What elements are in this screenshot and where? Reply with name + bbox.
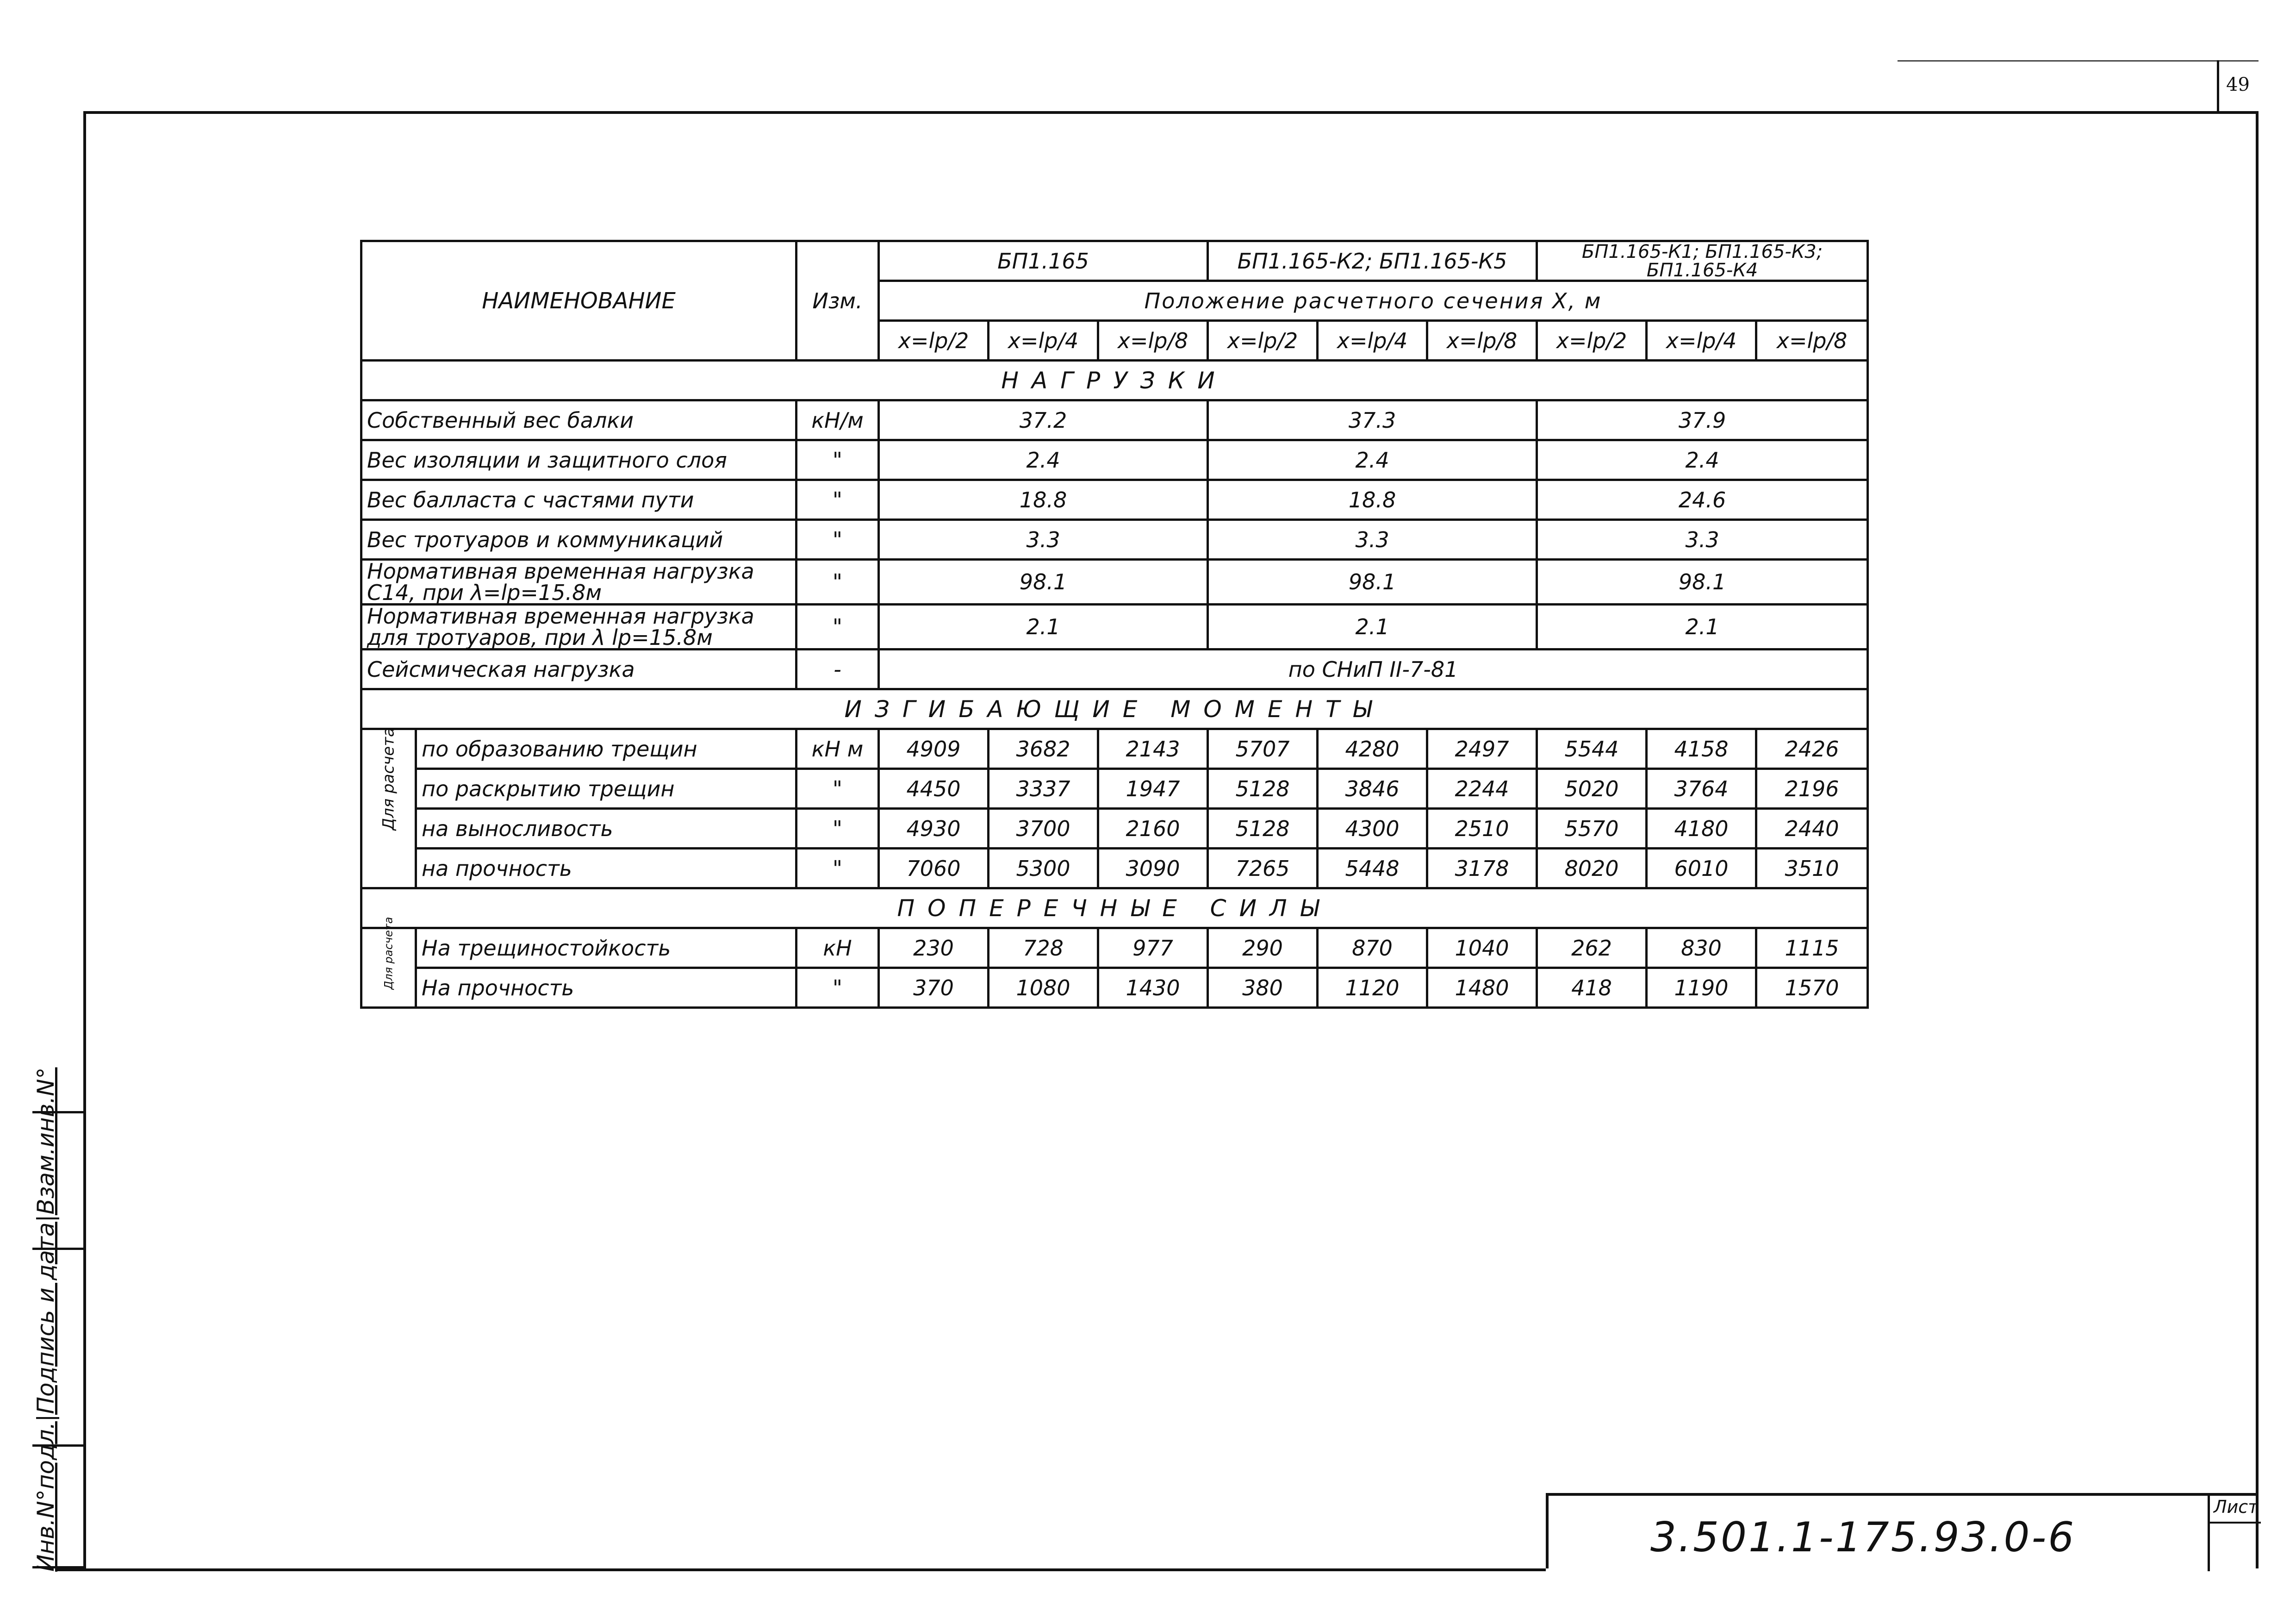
moments-row xyxy=(361,809,1868,849)
load-value: 3.3 xyxy=(1208,520,1537,560)
moments-unit: " xyxy=(796,769,879,809)
shear-value: 1430 xyxy=(1098,968,1208,1008)
title-block xyxy=(1546,1493,2259,1568)
load-row xyxy=(361,605,1868,650)
side-stamp-text: Инв.N°подл.|Подпись и дата|Взам.инв.N° xyxy=(32,1067,59,1572)
shear-value: 1115 xyxy=(1756,928,1868,968)
moments-value: 3178 xyxy=(1427,849,1537,888)
load-name: Нормативная временная нагрузка С14, при λ=lp=15.8м xyxy=(361,560,796,605)
seismic-row xyxy=(361,650,1868,689)
moments-title: ИЗГИБАЮЩИЕ МОМЕНТЫ xyxy=(361,689,1868,729)
shear-value: 290 xyxy=(1208,928,1318,968)
moments-value: 2510 xyxy=(1427,809,1537,849)
section-header-9: x=lp/8 xyxy=(1756,321,1868,361)
section-header-7: x=lp/2 xyxy=(1537,321,1647,361)
moments-value: 3090 xyxy=(1098,849,1208,888)
load-value: 98.1 xyxy=(1537,560,1868,605)
position-header: Положение расчетного сечения X, м xyxy=(879,281,1868,321)
load-unit: " xyxy=(796,560,879,605)
shear-row xyxy=(361,928,1868,968)
shear-name: На трещиностойкость xyxy=(416,928,796,968)
load-value: 37.2 xyxy=(879,400,1208,440)
moments-value: 2196 xyxy=(1756,769,1868,809)
seismic-unit: - xyxy=(796,650,879,689)
moments-value: 5570 xyxy=(1537,809,1647,849)
load-value: 37.3 xyxy=(1208,400,1537,440)
load-unit: кН/м xyxy=(796,400,879,440)
shear-unit: " xyxy=(796,968,879,1008)
shear-title: ПОПЕРЕЧНЫЕ СИЛЫ xyxy=(361,888,1868,928)
load-value: 18.8 xyxy=(879,480,1208,520)
shear-unit: кН xyxy=(796,928,879,968)
group-3: БП1.165-К1; БП1.165-К3; БП1.165-К4 xyxy=(1537,241,1868,281)
load-value: 24.6 xyxy=(1537,480,1868,520)
shear-value: 1480 xyxy=(1427,968,1537,1008)
load-value: 37.9 xyxy=(1537,400,1868,440)
load-value: 98.1 xyxy=(879,560,1208,605)
shear-value: 380 xyxy=(1208,968,1318,1008)
shear-value: 977 xyxy=(1098,928,1208,968)
load-value: 2.4 xyxy=(1208,440,1537,480)
drawing-frame-bottom xyxy=(56,1568,1546,1571)
shear-value: 370 xyxy=(879,968,989,1008)
moments-value: 3764 xyxy=(1647,769,1756,809)
page-number: 49 xyxy=(2226,74,2250,95)
moments-value: 3510 xyxy=(1756,849,1868,888)
document-code: 3.501.1-175.93.0-6 xyxy=(1650,1513,2076,1561)
moments-value: 3700 xyxy=(989,809,1098,849)
loads-title: НАГРУЗКИ xyxy=(361,361,1868,400)
moments-value: 5300 xyxy=(989,849,1098,888)
moments-value: 4180 xyxy=(1647,809,1756,849)
section-header-2: x=lp/4 xyxy=(989,321,1098,361)
top-edge-line xyxy=(1898,60,2259,62)
moments-value: 7265 xyxy=(1208,849,1318,888)
shear-name: На прочность xyxy=(416,968,796,1008)
section-header-6: x=lp/8 xyxy=(1427,321,1537,361)
load-value: 3.3 xyxy=(1537,520,1868,560)
shear-value: 870 xyxy=(1318,928,1427,968)
load-value: 2.1 xyxy=(879,605,1208,650)
moments-value: 3682 xyxy=(989,729,1098,769)
moments-unit: " xyxy=(796,809,879,849)
load-value: 2.4 xyxy=(879,440,1208,480)
data-table xyxy=(360,240,1869,1009)
moments-row xyxy=(361,769,1868,809)
section-header-5: x=lp/4 xyxy=(1318,321,1427,361)
load-name: Вес изоляции и защитного слоя xyxy=(361,440,796,480)
shear-value: 1570 xyxy=(1756,968,1868,1008)
load-value: 98.1 xyxy=(1208,560,1537,605)
moments-value: 4300 xyxy=(1318,809,1427,849)
group-1: БП1.165 xyxy=(879,241,1208,281)
load-unit: " xyxy=(796,605,879,650)
load-value: 2.4 xyxy=(1537,440,1868,480)
moments-value: 1947 xyxy=(1098,769,1208,809)
load-row xyxy=(361,560,1868,605)
moments-value: 5128 xyxy=(1208,809,1318,849)
section-header-3: x=lp/8 xyxy=(1098,321,1208,361)
load-name: Нормативная временная нагрузка для тротуаров, при λ lp=15.8м xyxy=(361,605,796,650)
load-row xyxy=(361,480,1868,520)
load-unit: " xyxy=(796,480,879,520)
header-row-groups xyxy=(361,241,1868,281)
load-value: 2.1 xyxy=(1537,605,1868,650)
shear-value: 262 xyxy=(1537,928,1647,968)
moments-value: 8020 xyxy=(1537,849,1647,888)
shear-value: 1120 xyxy=(1318,968,1427,1008)
shear-value: 1190 xyxy=(1647,968,1756,1008)
moments-value: 2143 xyxy=(1098,729,1208,769)
moments-value: 4450 xyxy=(879,769,989,809)
group-2: БП1.165-К2; БП1.165-К5 xyxy=(1208,241,1537,281)
moments-value: 4158 xyxy=(1647,729,1756,769)
moments-unit: " xyxy=(796,849,879,888)
shear-value: 230 xyxy=(879,928,989,968)
moments-value: 2244 xyxy=(1427,769,1537,809)
moments-value: 5707 xyxy=(1208,729,1318,769)
header-name: НАИМЕНОВАНИЕ xyxy=(361,241,796,361)
moments-unit: кН м xyxy=(796,729,879,769)
moments-row xyxy=(361,849,1868,888)
sheet-box xyxy=(2208,1496,2259,1571)
load-name: Собственный вес балки xyxy=(361,400,796,440)
moments-value: 2497 xyxy=(1427,729,1537,769)
load-unit: " xyxy=(796,440,879,480)
moments-value: 3846 xyxy=(1318,769,1427,809)
shear-group-label: Для расчета xyxy=(361,928,416,1008)
load-row xyxy=(361,520,1868,560)
section-header-4: x=lp/2 xyxy=(1208,321,1318,361)
shear-title-row xyxy=(361,888,1868,928)
moments-row xyxy=(361,729,1868,769)
section-header-1: x=lp/2 xyxy=(879,321,989,361)
load-name: Вес тротуаров и коммуникаций xyxy=(361,520,796,560)
load-value: 2.1 xyxy=(1208,605,1537,650)
moments-value: 5020 xyxy=(1537,769,1647,809)
moments-name: по образованию трещин xyxy=(416,729,796,769)
seismic-name: Сейсмическая нагрузка xyxy=(361,650,796,689)
moments-value: 4280 xyxy=(1318,729,1427,769)
moments-value: 4909 xyxy=(879,729,989,769)
moments-value: 6010 xyxy=(1647,849,1756,888)
shear-row xyxy=(361,968,1868,1008)
sheet-label: Лист xyxy=(2214,1497,2259,1517)
moments-value: 7060 xyxy=(879,849,989,888)
moments-value: 2160 xyxy=(1098,809,1208,849)
load-unit: " xyxy=(796,520,879,560)
moments-value: 3337 xyxy=(989,769,1098,809)
moments-group-label: Для расчета xyxy=(361,729,416,888)
moments-name: по раскрытию трещин xyxy=(416,769,796,809)
load-row xyxy=(361,440,1868,480)
moments-name: на прочность xyxy=(416,849,796,888)
moments-value: 5128 xyxy=(1208,769,1318,809)
shear-value: 728 xyxy=(989,928,1098,968)
loads-title-row xyxy=(361,361,1868,400)
load-name: Вес балласта с частями пути xyxy=(361,480,796,520)
shear-value: 1040 xyxy=(1427,928,1537,968)
header-unit: Изм. xyxy=(796,241,879,361)
moments-value: 2426 xyxy=(1756,729,1868,769)
shear-value: 1080 xyxy=(989,968,1098,1008)
moments-value: 5448 xyxy=(1318,849,1427,888)
section-header-8: x=lp/4 xyxy=(1647,321,1756,361)
seismic-value: по СНиП II-7-81 xyxy=(879,650,1868,689)
moments-value: 2440 xyxy=(1756,809,1868,849)
moments-value: 4930 xyxy=(879,809,989,849)
shear-value: 418 xyxy=(1537,968,1647,1008)
load-value: 3.3 xyxy=(879,520,1208,560)
moments-title-row xyxy=(361,689,1868,729)
shear-value: 830 xyxy=(1647,928,1756,968)
load-row xyxy=(361,400,1868,440)
load-value: 18.8 xyxy=(1208,480,1537,520)
moments-value: 5544 xyxy=(1537,729,1647,769)
moments-name: на выносливость xyxy=(416,809,796,849)
